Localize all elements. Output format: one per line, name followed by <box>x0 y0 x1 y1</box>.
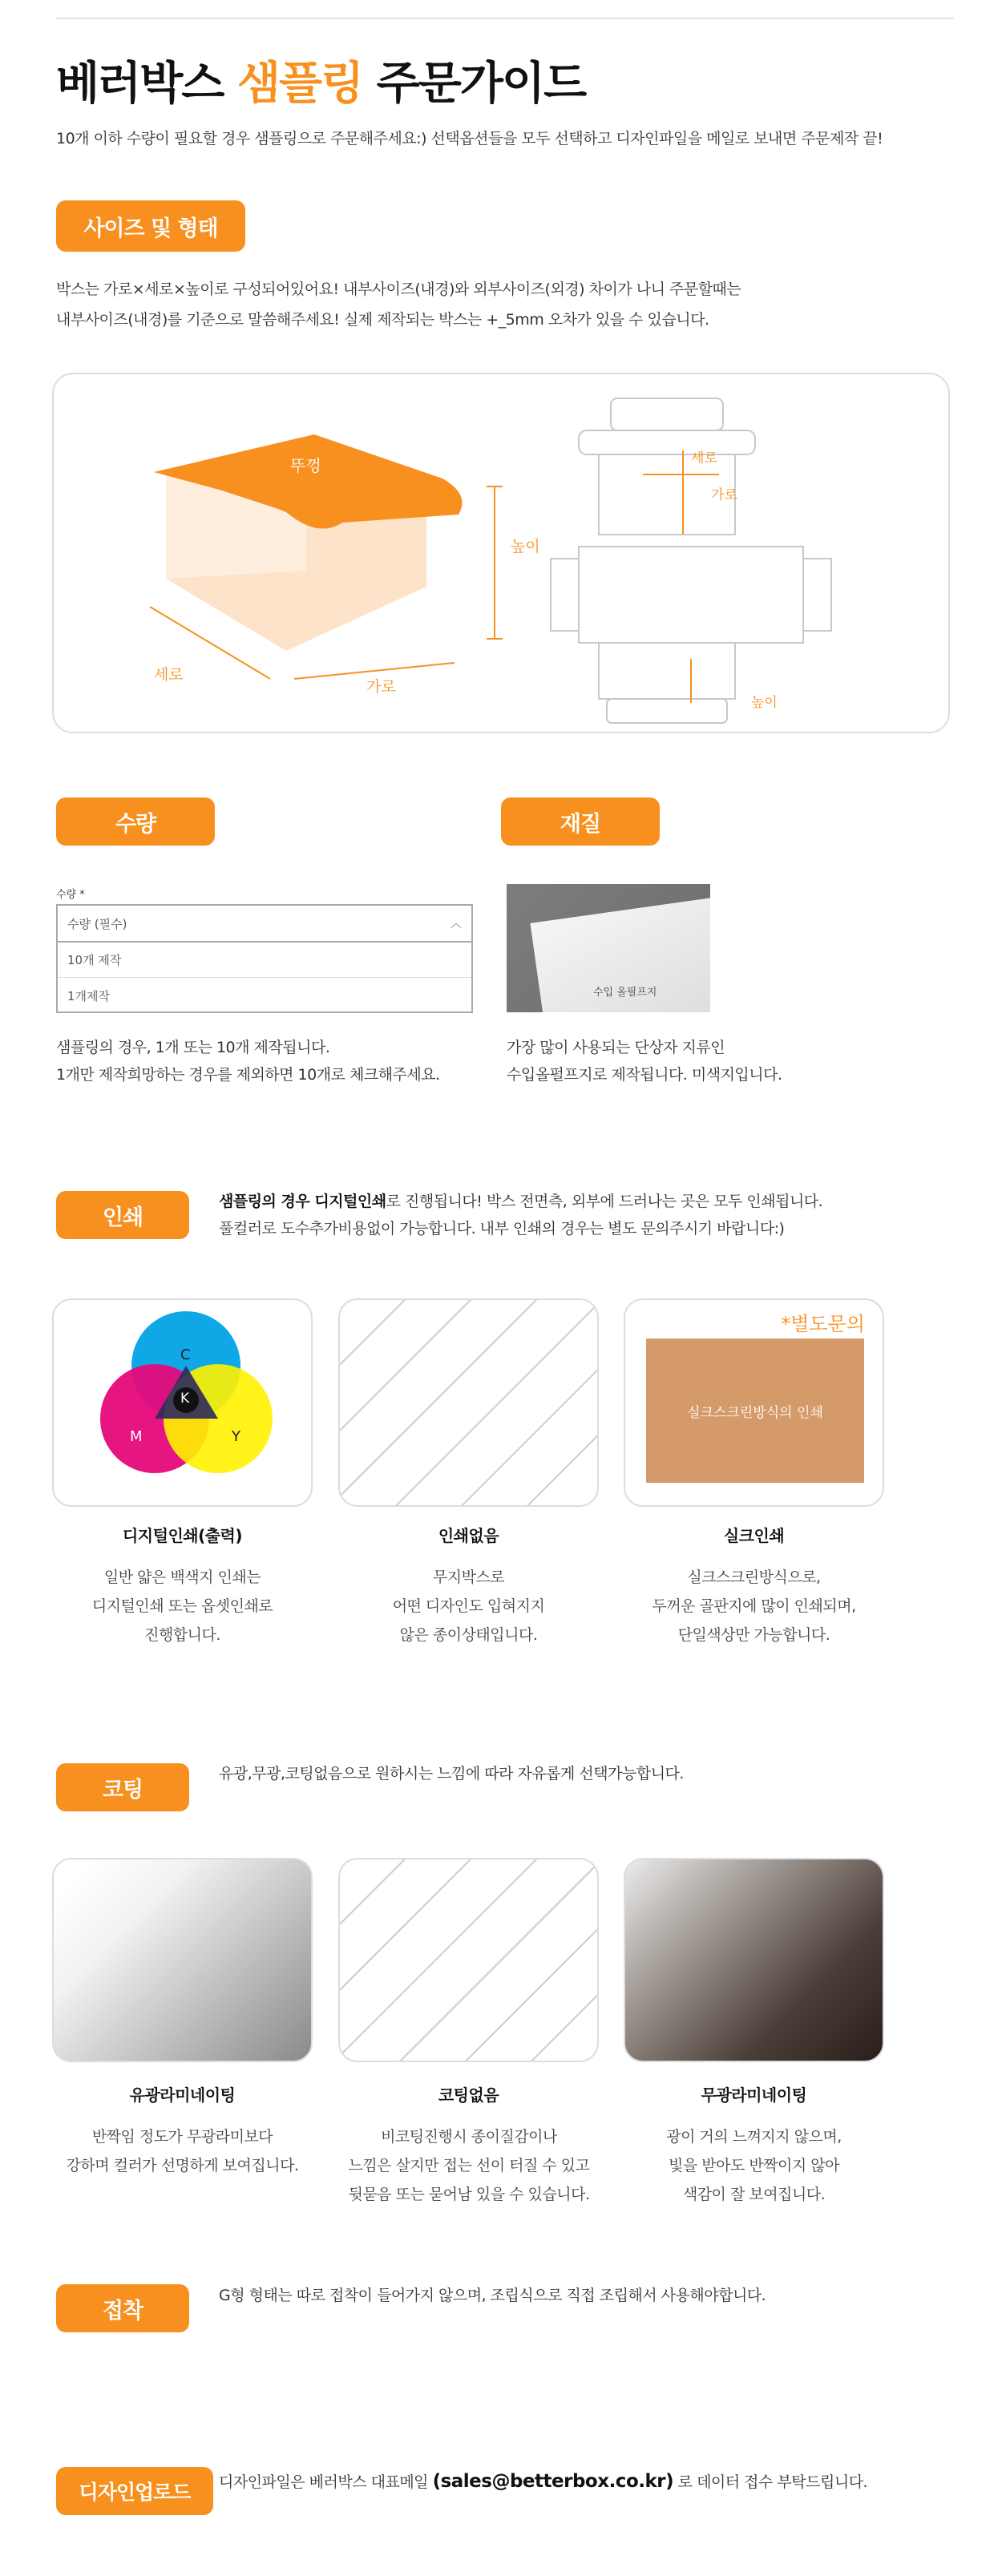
print-section-label: 인쇄 <box>56 1191 189 1239</box>
size-desc-line1: 박스는 가로×세로×높이로 구성되어있어요! 내부사이즈(내경)와 외부사이즈(외경) 차이가 나니 주문할때는 <box>56 281 741 298</box>
cmyk-y-label: Y <box>232 1428 240 1445</box>
print-card-none[interactable] <box>338 1298 599 1507</box>
coating-section-label: 코팅 <box>56 1763 189 1811</box>
print-card-digital[interactable] <box>52 1298 313 1507</box>
print-card-none-title: 인쇄없음 <box>438 1526 499 1545</box>
quantity-field-label: 수량 * <box>56 889 85 901</box>
quantity-desc-line1: 샘플링의 경우, 1개 또는 10개 제작됩니다. <box>56 1039 330 1056</box>
print-card-none-desc: 무지박스로 어떤 디자인도 입혀지지 않은 종이상태입니다. <box>392 1569 545 1644</box>
dieline-height-label: 높이 <box>751 695 778 711</box>
silk-sample-box: 실크스크린방식의 인쇄 <box>646 1338 864 1483</box>
page-title <box>56 48 585 112</box>
print-card-digital-title: 디지털인쇄(출력) <box>122 1526 243 1545</box>
quantity-desc-line2: 1개만 제작희망하는 경우를 제외하면 10개로 체크해주세요. <box>56 1066 440 1084</box>
cmyk-c-label: C <box>180 1347 191 1363</box>
material-desc-line1: 가장 많이 사용되는 단상자 지류인 <box>507 1039 725 1056</box>
print-card-digital-desc: 일반 얇은 백색지 인쇄는 디지털인쇄 또는 옵셋인쇄로 진행합니다. <box>91 1569 273 1644</box>
upload-email-link[interactable]: (sales@betterbox.co.kr) <box>432 2471 674 2492</box>
coating-card-none-desc: 비코팅진행시 종이질감이나 느낌은 살지만 접는 선이 터질 수 있고 뒷묻음 또는 묻어남 있을 수 있습니다. <box>348 2128 590 2203</box>
quantity-section-label: 수량 <box>56 797 215 846</box>
print-card-silk[interactable] <box>624 1298 884 1507</box>
material-desc-line2: 수입올펄프지로 제작됩니다. 미색지입니다. <box>507 1066 782 1084</box>
upload-section-label: 디자인업로드 <box>56 2467 213 2515</box>
coating-card-none[interactable] <box>338 1858 599 2062</box>
cmyk-m-label: M <box>130 1428 143 1445</box>
title-main: 베러박스 <box>56 58 237 110</box>
coating-card-gloss[interactable] <box>52 1858 313 2062</box>
chevron-up-icon: ︿ <box>450 918 462 931</box>
material-section-label: 재질 <box>501 797 660 846</box>
material-image <box>507 884 710 1012</box>
quantity-option-1[interactable]: 1개제작 <box>67 988 111 1003</box>
page-subtitle: 10개 이하 수량이 필요할 경우 샘플링으로 주문해주세요:) 선택옵션들을 모두 선택하고 디자인파일을 메일로 보내면 주문제작 끝! <box>56 130 883 147</box>
top-divider <box>56 18 954 19</box>
size-desc-line2: 내부사이즈(내경)를 기준으로 말씀해주세요! 실제 제작되는 박스는 +_5mm 오차가 있을 수 있습니다. <box>56 311 709 329</box>
coating-card-gloss-title: 유광라미네이팅 <box>129 2085 236 2105</box>
coating-card-matte[interactable] <box>624 1858 884 2062</box>
height-label: 높이 <box>511 538 540 555</box>
material-caption: 수입 올필프지 <box>593 987 657 999</box>
quantity-select[interactable] <box>58 906 471 943</box>
dieline-depth-label: 세로 <box>691 450 717 466</box>
lid-label: 뚜껑 <box>290 456 321 475</box>
box-diagram <box>54 374 951 735</box>
print-desc-line2: 풀컬러로 도수추가비용없이 가능합니다. 내부 인쇄의 경우는 별도 문의주시기 바랍니다:) <box>219 1220 785 1238</box>
title-rest: 주문가이드 <box>362 58 586 110</box>
coating-card-matte-desc: 광이 거의 느껴지지 않으며, 빛을 받아도 반짝이지 않아 색감이 잘 보여집니다. <box>666 2128 842 2203</box>
print-desc-line1: 샘플링의 경우 디지털인쇄로 진행됩니다! 박스 전면측, 외부에 드러나는 곳은 모두 인쇄됩니다. <box>219 1193 823 1210</box>
quantity-dropdown[interactable] <box>56 904 473 1013</box>
coating-desc-line1: 유광,무광,코팅없음으로 원하시는 느낌에 따라 자유롭게 선택가능합니다. <box>219 1765 684 1783</box>
upload-desc: 디자인파일은 베러박스 대표메일 (sales@betterbox.co.kr) 로 데이터 접수 부탁드립니다. <box>219 2471 868 2492</box>
title-accent: 샘플링 <box>236 58 363 110</box>
glue-section-label: 접착 <box>56 2284 189 2332</box>
coating-card-gloss-desc: 반짝임 정도가 무광라미보다 강하며 컬러가 선명하게 보여집니다. <box>66 2128 299 2174</box>
glue-desc-line1: G형 형태는 따로 접착이 들어가지 않으며, 조립식으로 직접 조립해서 사용해야합니다. <box>219 2287 766 2304</box>
extra-inquiry-badge: *별도문의 <box>781 1313 865 1335</box>
size-section-label: 사이즈 및 형태 <box>56 200 245 252</box>
print-card-silk-desc: 실크스크린방식으로, 두꺼운 골판지에 많이 인쇄되며, 단일색상만 가능합니다. <box>652 1569 856 1644</box>
dieline-width-label: 가로 <box>711 487 737 503</box>
print-card-silk-title: 실크인쇄 <box>723 1526 785 1545</box>
cmyk-k-label: K <box>180 1391 190 1407</box>
coating-card-none-title: 코팅없음 <box>438 2085 499 2105</box>
depth-label: 세로 <box>154 666 184 684</box>
coating-card-matte-title: 무광라미네이팅 <box>701 2085 807 2105</box>
size-diagram-panel <box>52 373 950 733</box>
width-label: 가로 <box>366 678 396 696</box>
quantity-option-10[interactable]: 10개 제작 <box>58 943 471 978</box>
quantity-placeholder: 수량 (필수) <box>67 916 127 931</box>
